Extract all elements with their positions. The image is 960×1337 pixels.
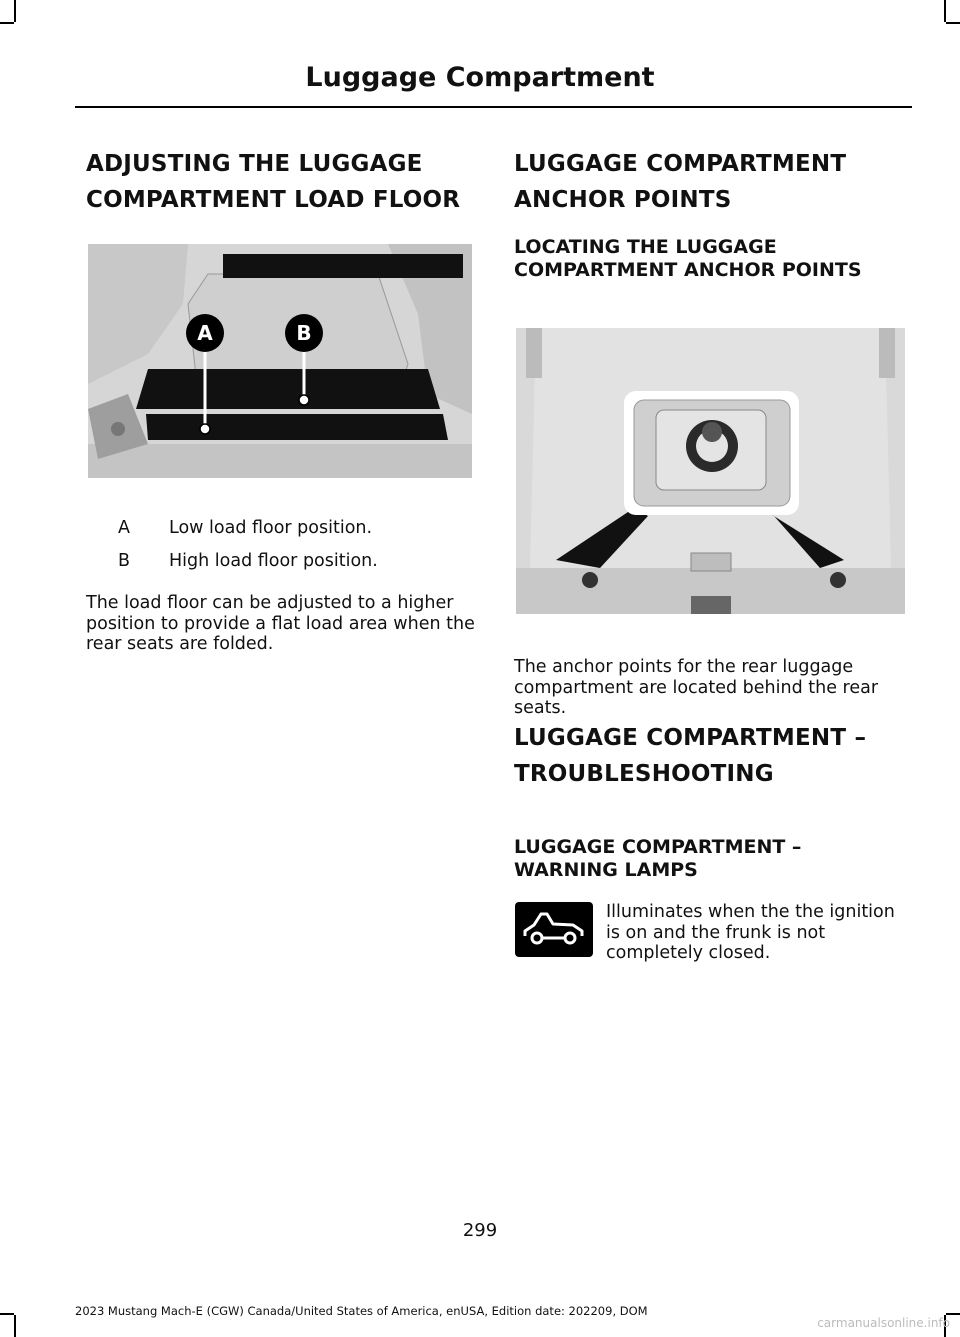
page-title: Luggage Compartment xyxy=(305,62,655,93)
subheading-line: LOCATING THE LUGGAGE xyxy=(514,236,777,258)
heading-line: ADJUSTING THE LUGGAGE xyxy=(86,151,423,177)
section-heading xyxy=(514,146,846,218)
callout-a: A xyxy=(186,314,224,352)
warning-lamp-description: Illuminates when the the ignition is on and the frunk is not completely closed. xyxy=(606,902,895,963)
crop-mark xyxy=(944,0,946,22)
load-floor-paragraph: The load floor can be adjusted to a higher position to provide a flat load area when the rear seats are folded. xyxy=(86,593,475,654)
heading-line: COMPARTMENT LOAD FLOOR xyxy=(86,187,461,213)
legend-text: Low load floor position. xyxy=(169,518,373,538)
crop-mark xyxy=(0,22,14,24)
watermark: carmanualsonline.info xyxy=(817,1316,950,1330)
heading-line: ANCHOR POINTS xyxy=(514,187,732,213)
anchor-points-illustration xyxy=(516,328,905,614)
subheading xyxy=(514,236,862,282)
load-floor-drawing xyxy=(88,244,472,478)
heading-line: LUGGAGE COMPARTMENT xyxy=(514,151,847,177)
heading-line: TROUBLESHOOTING xyxy=(514,761,774,787)
anchor-points-paragraph: The anchor points for the rear luggage compartment are located behind the rear seats. xyxy=(514,657,879,718)
header-divider xyxy=(75,106,912,108)
callout-b: B xyxy=(285,314,323,352)
section-heading xyxy=(514,720,866,792)
subheading-line: COMPARTMENT ANCHOR POINTS xyxy=(514,259,862,281)
crop-mark xyxy=(14,0,16,22)
heading-line: LUGGAGE COMPARTMENT – xyxy=(514,725,867,751)
subheading-line: LUGGAGE COMPARTMENT – xyxy=(514,836,802,858)
load-floor-illustration xyxy=(88,244,472,478)
legend-key: A xyxy=(118,518,130,538)
anchor-points-drawing xyxy=(516,328,905,614)
section-heading xyxy=(86,146,460,218)
crop-mark xyxy=(946,22,960,24)
legend-text: High load floor position. xyxy=(169,551,378,571)
page-number: 299 xyxy=(462,1220,498,1241)
subheading-line: WARNING LAMPS xyxy=(514,859,698,881)
frunk-open-warning-icon xyxy=(515,902,593,957)
footer-edition: 2023 Mustang Mach-E (CGW) Canada/United States of America, enUSA, Edition date: 202209, DOM xyxy=(75,1304,648,1318)
legend-key: B xyxy=(118,551,131,571)
subheading xyxy=(514,836,801,882)
frunk-open-warning-icon-glyph xyxy=(515,902,593,957)
crop-mark xyxy=(0,1313,14,1315)
crop-mark xyxy=(946,1313,960,1315)
crop-mark xyxy=(14,1315,16,1337)
